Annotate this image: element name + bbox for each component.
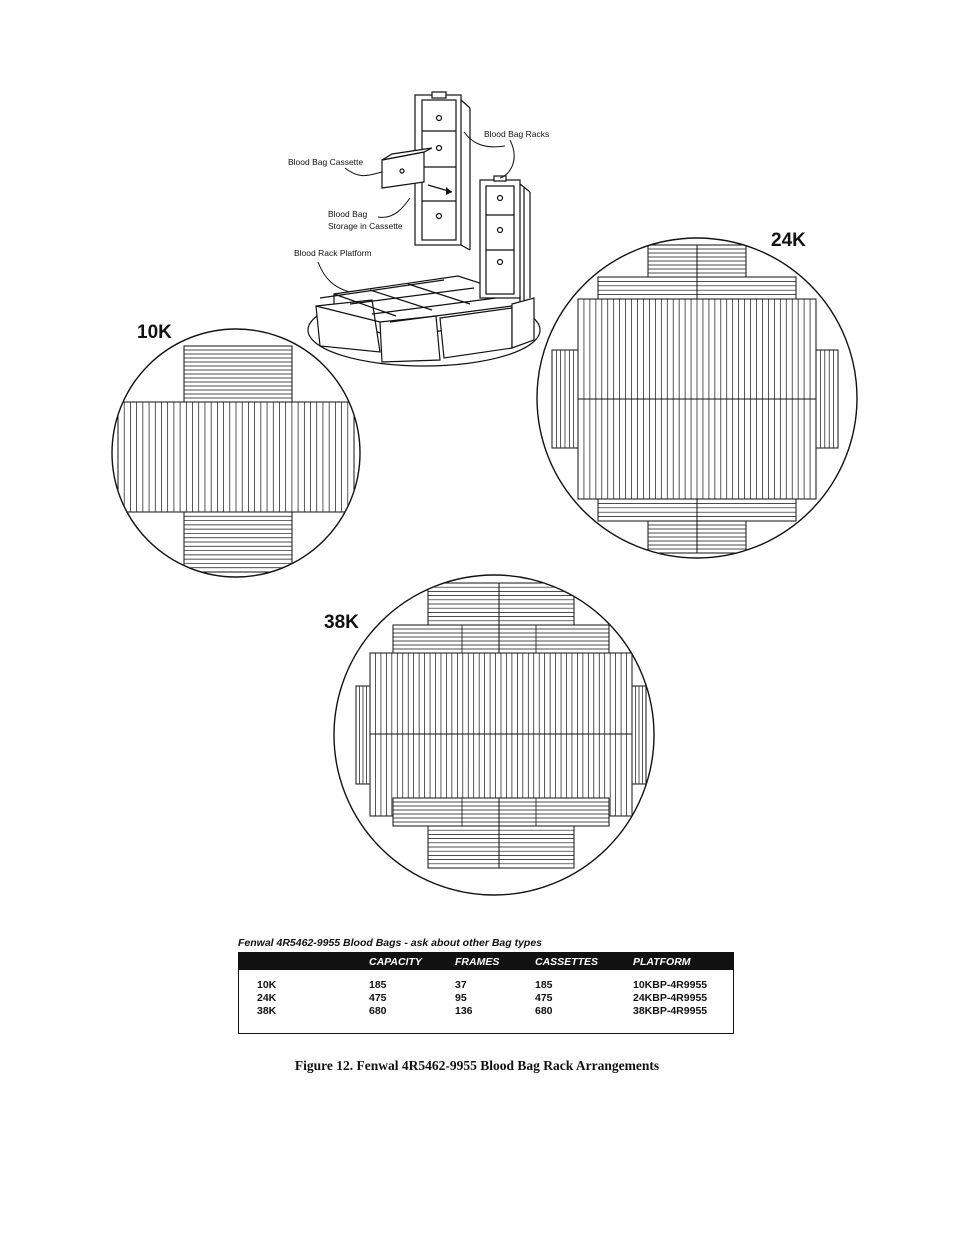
callout-storage-line2: Storage in Cassette xyxy=(328,221,403,231)
rack-block-center xyxy=(118,402,354,512)
cell-size: 10K xyxy=(257,979,277,991)
short-blood-bag-rack xyxy=(480,176,530,300)
cell-platform: 10KBP-4R9955 xyxy=(633,979,708,991)
arrangement-10k xyxy=(112,329,360,577)
rack-block-bottom xyxy=(184,512,292,572)
figure-caption: Figure 12. Fenwal 4R5462-9955 Blood Bag Rack Arrangements xyxy=(294,1058,660,1073)
rack-block-bottom xyxy=(428,826,574,868)
cell-size: 38K xyxy=(257,1005,277,1017)
cell-frames: 136 xyxy=(455,1005,473,1017)
arrangement-38k xyxy=(334,575,654,895)
cell-capacity: 185 xyxy=(369,979,387,991)
header-platform: PLATFORM xyxy=(633,955,691,968)
arrangement-label-10k: 10K xyxy=(137,322,172,343)
rack-block-right xyxy=(816,350,838,448)
arrangement-label-38k: 38K xyxy=(324,612,359,633)
rack-block-left xyxy=(552,350,578,448)
cell-capacity: 475 xyxy=(369,992,387,1004)
callout-storage-line1: Blood Bag xyxy=(328,209,368,219)
table-caption: Fenwal 4R5462-9955 Blood Bags - ask about other Bag types xyxy=(238,937,543,949)
blood-bag-cassette xyxy=(382,148,432,188)
header-frames: FRAMES xyxy=(455,955,500,968)
cell-platform: 24KBP-4R9955 xyxy=(633,992,708,1004)
blood-bag-table xyxy=(238,937,734,1034)
callout-racks: Blood Bag Racks xyxy=(484,129,550,139)
rack-block-upper xyxy=(578,299,816,399)
table-body xyxy=(239,970,733,1018)
rack-block-left xyxy=(356,686,370,784)
rack-block-right xyxy=(632,686,646,784)
arrangement-24k xyxy=(537,238,857,558)
arrangement-label-24k: 24K xyxy=(771,230,806,251)
header-cassettes: CASSETTES xyxy=(535,955,599,968)
rack-block-top xyxy=(428,583,574,625)
cell-cassettes: 680 xyxy=(535,1005,553,1017)
table-header-row xyxy=(239,953,733,970)
rack-block-top xyxy=(184,346,292,402)
cell-size: 24K xyxy=(257,992,277,1004)
table-row xyxy=(239,979,733,992)
table-row xyxy=(239,992,733,1005)
rack-block-lower xyxy=(578,399,816,499)
rack-block-upper xyxy=(370,653,632,734)
rack-block-top-wide xyxy=(393,625,609,653)
cell-capacity: 680 xyxy=(369,1005,387,1017)
table-box xyxy=(238,952,734,1034)
cell-cassettes: 185 xyxy=(535,979,553,991)
cell-frames: 37 xyxy=(455,979,467,991)
cell-cassettes: 475 xyxy=(535,992,553,1004)
table-row xyxy=(239,1005,733,1018)
cell-frames: 95 xyxy=(455,992,467,1004)
rack-block-bottom-wide xyxy=(393,798,609,826)
callout-platform: Blood Rack Platform xyxy=(294,248,372,258)
header-capacity: CAPACITY xyxy=(369,955,422,968)
callout-cassette: Blood Bag Cassette xyxy=(288,157,364,167)
cell-platform: 38KBP-4R9955 xyxy=(633,1005,708,1017)
